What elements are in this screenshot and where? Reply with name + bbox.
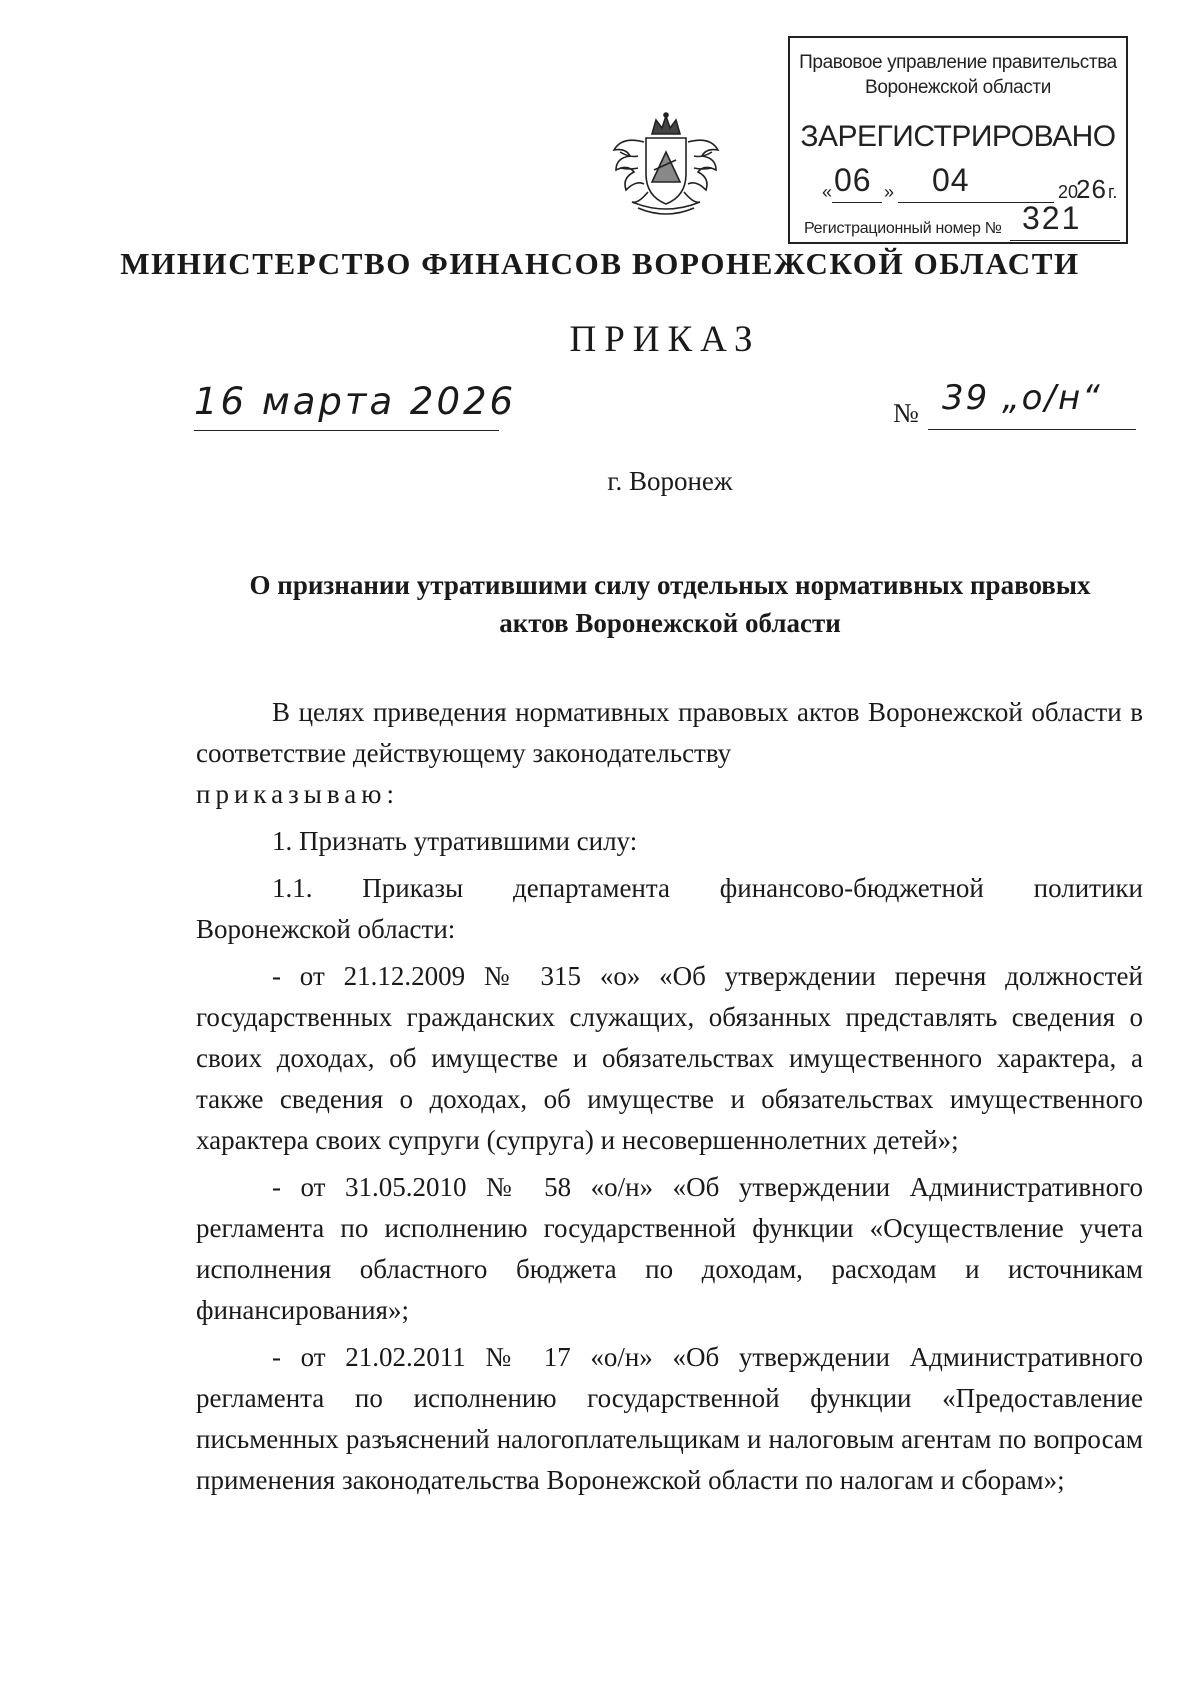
order-verb: приказываю: bbox=[196, 779, 399, 809]
stamp-year-g: г. bbox=[1108, 182, 1118, 202]
stamp-title: ЗАРЕГИСТРИРОВАНО bbox=[800, 120, 1116, 153]
item-1-1-word: Приказы bbox=[362, 873, 464, 903]
stamp-reg-line bbox=[1010, 240, 1120, 241]
stamp-close-quote: » bbox=[884, 182, 895, 202]
stamp-open-quote: « bbox=[822, 182, 833, 202]
order-date-line bbox=[194, 430, 499, 431]
stamp-day-line bbox=[832, 202, 882, 203]
item-1: 1. Признать утратившими силу: bbox=[272, 826, 638, 856]
stamp-org-line1: Правовое управление правительства bbox=[799, 52, 1117, 73]
item-1-1-word: департамента bbox=[512, 873, 670, 903]
stamp-organization bbox=[790, 50, 1126, 100]
stamp-reg-number: 321 bbox=[1022, 200, 1082, 236]
subject-line1: О признании утратившими силу отдельных нормативных правовых bbox=[249, 570, 1091, 600]
city: г. Воронеж bbox=[607, 466, 733, 496]
stamp-year-suffix: 26 bbox=[1076, 174, 1107, 204]
preamble-paragraph: В целях приведения нормативных правовых актов Воронежской области в соответствие действующему законодательству bbox=[196, 697, 1143, 768]
stamp-day: 06 bbox=[834, 162, 872, 198]
item-1-1-word: политики bbox=[1033, 873, 1143, 903]
stamp-org-line2: Воронежской области bbox=[865, 77, 1051, 98]
stamp-year-prefix: 20 bbox=[1058, 182, 1079, 202]
item-1-1-word: 1.1. bbox=[272, 873, 313, 903]
document-body bbox=[196, 692, 1143, 1501]
registration-stamp bbox=[788, 36, 1128, 244]
ministry-name: МИНИСТЕРСТВО ФИНАНСОВ ВОРОНЕЖСКОЙ ОБЛАСТИ bbox=[120, 246, 1080, 281]
item-1-1 bbox=[196, 868, 1143, 909]
order-number-line bbox=[928, 429, 1136, 430]
stamp-registration-number bbox=[804, 200, 1124, 242]
order-subject bbox=[200, 566, 1140, 642]
document-type: ПРИКАЗ bbox=[569, 319, 761, 360]
item-1-1-word: финансово-бюджетной bbox=[719, 873, 984, 903]
act-item: - от 21.02.2011 № 17 «о/н» «Об утверждении Административного регламента по исполнению государственной функции «Предоставление письменных разъяснений налогоплательщикам и налоговым агентам по вопросам применения законодательства Воронежской области по налогам и сборам»; bbox=[196, 1342, 1143, 1495]
number-sign: № bbox=[893, 398, 919, 428]
subject-line2: актов Воронежской области bbox=[499, 608, 841, 638]
act-item: - от 31.05.2010 № 58 «о/н» «Об утверждении Административного регламента по исполнению государственной функции «Осуществление учета исполнения областного бюджета по доходам, расходам и источникам финансирования»; bbox=[196, 1172, 1143, 1325]
order-number: 39 „о/н“ bbox=[942, 378, 1102, 418]
act-item: - от 21.12.2009 № 315 «о» «Об утверждении перечня должностей государственных гражданских служащих, обязанных представлять сведения о своих доходах, об имуществе и обязательствах имущественного характера, а также сведения о доходах, об имуществе и обязательствах имущественного характера своих супруги (супруга) и несовершеннолетних детей»; bbox=[196, 961, 1143, 1155]
stamp-month: 04 bbox=[932, 162, 970, 198]
stamp-reg-label: Регистрационный номер № bbox=[804, 220, 1002, 237]
order-date: 16 марта 2026 bbox=[194, 380, 517, 423]
coat-of-arms-icon bbox=[608, 112, 724, 222]
item-1-1-continuation: Воронежской области: bbox=[196, 914, 456, 944]
